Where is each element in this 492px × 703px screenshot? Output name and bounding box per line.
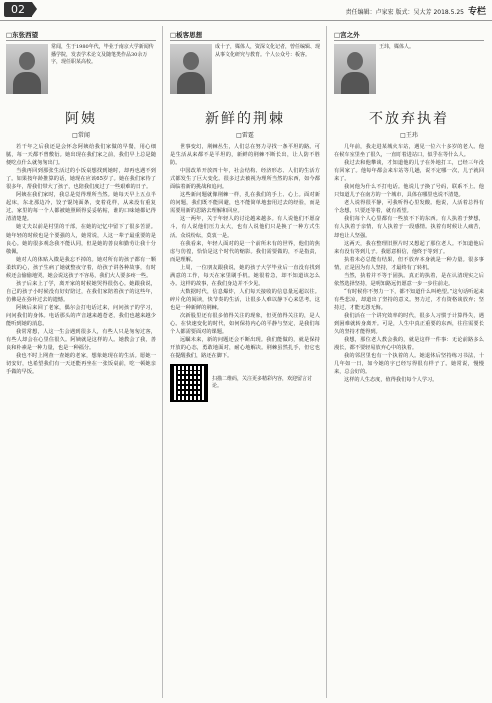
- column-3: [334, 30, 484, 702]
- paragraph: 我的邻居里也有一个执着的人。她退休后坚持练习书法，十几年如一日，如今她的字已经写得很有样子了。她常说，慢慢来，总会好的。: [334, 353, 484, 376]
- article-title: 阿姨: [65, 111, 97, 127]
- paragraph: 这一两年，关于年轻人的讨论越来越多。有人说他们不愿奋斗，有人说他们压力太大，也有人说他们只是换了一种方式生活。众说纷纭，莫衷一是。: [170, 216, 320, 239]
- paragraph: 执着未必总能有结果，但不放弃本身就是一种力量。很多事情，正是因为有人坚持，才最终有了转机。: [334, 256, 484, 271]
- paragraph: 这些新问题就像荆棘一样，扎在我们的手上、心上。面对新的问题，我们既不能回避，也不能简单地套用过去的经验，而是需要用新的思路去理解和回应。: [170, 192, 320, 215]
- author-bio: [170, 44, 320, 100]
- paragraph: 孩子后来上了学，离开家的时候她哭得很伤心。她跟我说，自己的孩子小时候没有好好陪过，在我们家陪着孩子的这些年，仿佛是在弥补过去的遗憾。: [6, 280, 156, 303]
- author-portrait: [170, 44, 212, 94]
- article-title: 不放弃执着: [369, 111, 449, 127]
- paragraph: 阿姨在我们家时，我总是觉得理所当然。她每天早上五点半起床，东北那边冷，饺子馄饨面条，变着花样，从来没有重复过。家里的每一个人都被她照顾得妥妥帖帖，谁的口味她都记得清清楚楚。: [6, 192, 156, 223]
- paragraph: 这样的人生态度，值得我们每个人学习。: [344, 377, 438, 384]
- paragraph: 上周，一位朋友跟我说，她的孩子大学毕业后一直没有找到满意的工作，每天在家里刷手机。她很着急，却不知道该怎么办。这样的故事，在我们身边并不少见。: [170, 264, 320, 287]
- paragraph: 我过去和他攀谈，才知道他的儿子在外地打工，已经三年没有回家了。他每年都会来车站等几趟，说不定哪一次，儿子就回来了。: [334, 160, 484, 183]
- article-author: □雷霆: [236, 132, 254, 139]
- paragraph: 大数据时代，信息爆炸，人们每天接收的信息量远超以往。碎片化的阅读，快节奏的生活，让很多人难以静下心来思考。这也是一种新鲜的荆棘。: [170, 288, 320, 311]
- section-name: 专栏: [467, 7, 486, 17]
- article-author: □王玮: [400, 132, 418, 139]
- paragraph: 我问他为什么不打电话。他说儿子换了号码，联系不上。他只知道儿子在南方的一个城市，具体在哪里也说不清楚。: [334, 184, 484, 199]
- article-title: 新鲜的荆棘: [205, 111, 285, 127]
- paragraph: 我们活在一个讲究效率的时代，很多人习惯于计算得失，遇到困难就转身离开。可是，人生中真正重要的东西，往往需要长久的坚持才能得到。: [334, 312, 484, 336]
- bio-name: □东张西望: [6, 30, 156, 41]
- article-body: [170, 143, 320, 360]
- paragraph: 这两天，我在整理旧照片时又想起了那位老人。不知道他后来有没有等到儿子。我愿意相信，他终于等到了。: [334, 240, 484, 255]
- paragraph: 我也不时上网查一查她的老家，想象她现在的生活。愿她一切安好，也希望我们有一天还能再坐在一张饭桌前，吃一顿她亲手做的早饭。: [6, 353, 156, 376]
- bio-text: 常闻，生于1980年代，毕业于南京大学新闻传播学院，发表学术论文及随笔类作品30余万字，现任职某高校。: [51, 44, 154, 65]
- paragraph: 她丈夫以前是村里的干部，在她的记忆中留下了很多苦涩。她年轻的时候也是个要强的人，她常说，人这一辈子最重要的是良心。她的很多观念我不能认同，但是她的善良和勤劳让我十分敬佩。: [6, 224, 156, 255]
- paragraph: “有时候你不努力一下，都不知道什么叫绝望。”这句话听起来有些悲凉，却道出了坚持的意义。努力过，才有资格谈放弃；坚持过，才能无怨无悔。: [334, 288, 484, 311]
- paragraph: 阿姨后来回了老家，偶尔会打电话过来，问问孩子的学习，问问我们的身体。电话那头的声音越来越苍老，我们也越来越少能听到她的消息。: [6, 304, 156, 328]
- qr-code-icon[interactable]: [170, 364, 208, 402]
- page-number: 02: [4, 2, 32, 17]
- author-bio: [334, 44, 484, 100]
- paragraph: 在我看来，年轻人面对的是一个前所未有的世界，他们的焦虑与彷徨，恰恰是这个时代的缩影。我们需要做的，不是指责，而是理解。: [170, 240, 320, 263]
- author-portrait: [334, 44, 376, 94]
- paragraph: 中国改革开放四十年，社会结构、经济形态、人们的生活方式都发生了巨大变化。很多过去被视为理所当然的东西，如今都面临着新的挑战和追问。: [170, 168, 320, 191]
- column-divider: [326, 26, 327, 698]
- column-1: [6, 30, 156, 702]
- paragraph: 几年前，我走进某城火车站，遇见一位六十多岁的老人。他在候车室里坐了很久，一直盯着进站口，似乎在等什么人。: [334, 144, 484, 159]
- article-body: [6, 143, 156, 376]
- author-bio: [6, 44, 156, 100]
- paragraph: 次新股里还有很多值得关注的现象，但更值得关注的，是人心。在快速变化的时代，如何保持内心的平静与坚定，是我们每个人都需要面对的课题。: [170, 312, 320, 336]
- column-2: [170, 30, 320, 702]
- bio-name: □宫之外: [334, 30, 484, 41]
- author-portrait: [6, 44, 48, 94]
- paragraph: 远瞩未来，新的问题还会不断出现。我们能做的，就是保持开放的心态，勇敢地面对，耐心地解决。荆棘虽然扎手，但它也在提醒我们，路还在脚下。: [170, 337, 320, 360]
- article-author: □常闻: [72, 132, 90, 139]
- paragraph: 当我再回到那张生活过的小饭桌想找到她时，却再也遇不到了。如果按年龄推算的话，她现在应该65岁了。她在我们家待了很多年，帮我们带大了孩子，也陪我们度过了一些艰难的日子。: [6, 168, 156, 191]
- paragraph: 我想，那位老人教会我的，就是这样一件事：无论前路多么漫长，都不要轻易放弃心中的执着。: [334, 337, 484, 352]
- header-meta: [346, 4, 486, 17]
- paragraph: 她对人的体贴入微是我忘不掉的。她对所有的孩子都有一颗柔软的心，孩子生病了她就整夜守着，给孩子讲各种故事，有时候还会偷偷地哭。她会说这孩子不容易，我们大人要多疼一些。: [6, 256, 156, 279]
- paragraph: 我常常想，人这一生会遇到很多人，有些人只是匆匆过客，有些人却会在心里住很久。阿姨就是这样的人。她教会了我，善良和朴素是一种力量，也是一种福分。: [6, 329, 156, 352]
- column-divider: [162, 26, 163, 698]
- paragraph: 我们每个人心里都有一些放不下的东西。有人执着于梦想，有人执着于亲情，有人执着于一段感情。执着有时候让人痛苦，却也让人坚强。: [334, 216, 484, 239]
- bio-text: 王玮，媒体人。: [379, 44, 415, 50]
- paragraph: 世事变幻，荆棘丛生，人们总在努力寻找一条平坦的路。可是生活从来都不是平坦的，新鲜的荆棘不断长出，让人防不胜防。: [170, 144, 320, 167]
- editor-line: 责任编辑：卢家宏 版式：吴大芳 2018.5.25: [345, 9, 464, 16]
- qr-caption: 扫描二维码，关注更多精彩内容，欢迎留言讨论。: [212, 376, 313, 390]
- paragraph: 当然，执着并不等于固执。真正的执着，是在认清现实之后依然选择坚持，是明知路远仍愿意一步一步往前走。: [334, 272, 484, 287]
- page-header: [0, 0, 492, 21]
- paragraph: 老人说得很平静，可我听得心里发酸。他说，人活着总得有个念想，只要还等着，就有希望。: [334, 200, 484, 215]
- bio-name: □板客思想: [170, 30, 320, 41]
- article-body: [334, 143, 484, 384]
- bio-text: 成十子，媒体人，资深文化记者，曾任编辑、现从事文化研究与教育。个人公众号：板客。: [215, 44, 321, 58]
- paragraph: 若干年之后我还是会怀念阿姨给我们家做的早餐，用心细腻，每一天都不曾敷衍。她出现在我们家之前，我们早上总是随便吃点什么就匆匆出门。: [6, 144, 156, 167]
- qr-block: [170, 364, 320, 402]
